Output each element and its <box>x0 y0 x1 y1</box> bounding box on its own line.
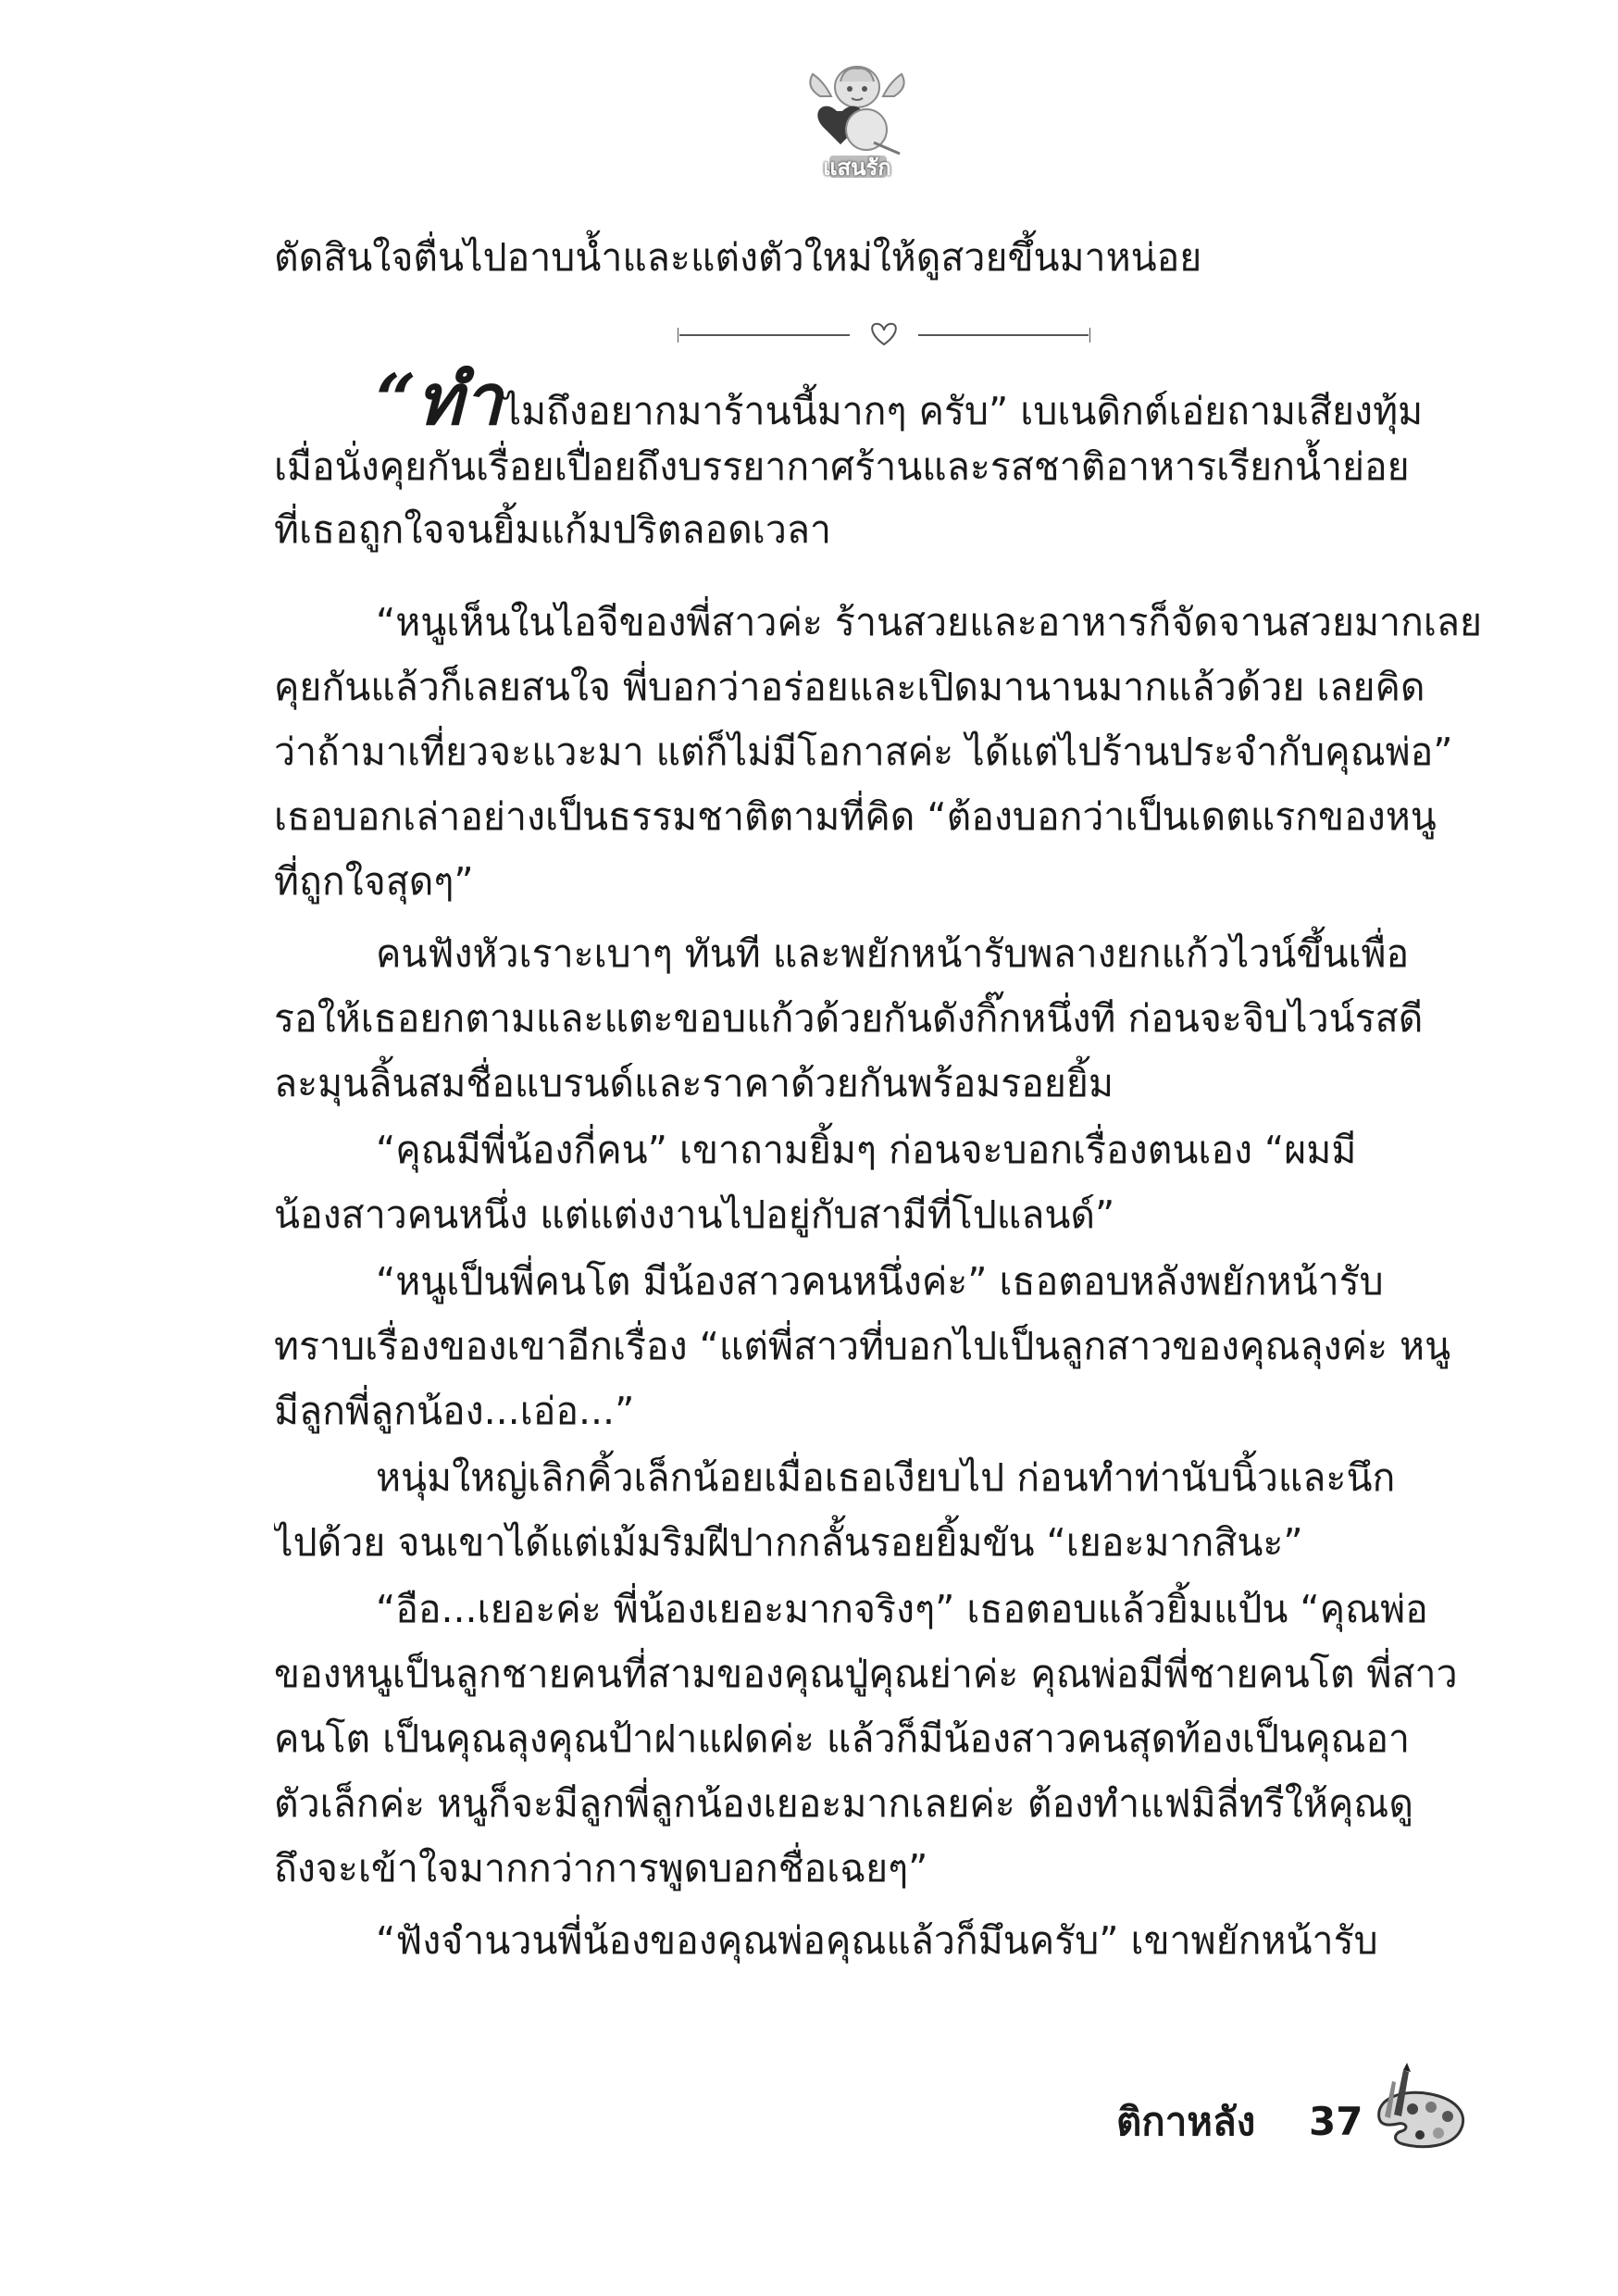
heart-divider-icon <box>678 317 1090 354</box>
text-line: ทราบเรื่องของเขาอีกเรื่อง “แต่พี่สาวที่บอกไปเป็นลูกสาวของคุณลุงค่ะ หนู <box>274 1324 1451 1368</box>
text-line: คนโต เป็นคุณลุงคุณป้าฝาแฝดค่ะ แล้วก็มีน้องสาวคนสุดท้องเป็นคุณอา <box>274 1716 1411 1761</box>
text-line: ตัวเล็กค่ะ หนูก็จะมีลูกพี่ลูกน้องเยอะมากเลยค่ะ ต้องทำแฟมิลี่ทรีให้คุณดู <box>274 1781 1413 1826</box>
text-line: เธอบอกเล่าอย่างเป็นธรรมชาติตามที่คิด “ต้องบอกว่าเป็นเดตแรกของหนู <box>274 794 1437 839</box>
text-line: “หนูเป็นพี่คนโต มีน้องสาวคนหนึ่งค่ะ” เธอตอบหลังพยักหน้ารับ <box>376 1259 1384 1304</box>
text-line: “หนูเห็นในไอจีของพี่สาวค่ะ ร้านสวยและอาหารก็จัดจานสวยมากเลย <box>376 600 1483 644</box>
text-line: ไปด้วย จนเขาได้แต่เม้มริมฝีปากกลั้นรอยยิ้มขัน “เยอะมากสินะ” <box>274 1520 1303 1565</box>
text-line-rest: ไมถึงอยากมาร้านนี้มากๆ ครับ” เบเนดิกต์เอ่ยถามเสียงทุ้ม <box>502 389 1424 433</box>
book-title: ติกาหลัง <box>1116 2099 1256 2144</box>
text-line: ถึงจะเข้าใจมากกว่าการพูดบอกชื่อเฉยๆ” <box>274 1846 928 1890</box>
text-line: ละมุนลิ้นสมชื่อแบรนด์และราคาด้วยกันพร้อมรอยยิ้ม <box>274 1061 1114 1105</box>
text-line: ว่าถ้ามาเที่ยวจะแวะมา แต่ก็ไม่มีโอกาสค่ะ ได้แต่ไปร้านประจำกับคุณพ่อ” <box>274 730 1453 774</box>
text-line: หนุ่มใหญ่เลิกคิ้วเล็กน้อยเมื่อเธอเงียบไป ก่อนทำท่านับนิ้วและนึก <box>376 1455 1396 1500</box>
text-line <box>274 358 1561 441</box>
text-line: รอให้เธอยกตามและแตะขอบแก้วด้วยกันดังกิ๊กหนึ่งที ก่อนจะจิบไวน์รสดี <box>274 996 1424 1041</box>
text-line: ของหนูเป็นลูกชายคนที่สามของคุณปู่คุณย่าค่ะ คุณพ่อมีพี่ชายคนโต พี่สาว <box>274 1652 1458 1696</box>
page-number: 37 <box>1309 2099 1363 2144</box>
text-line: “คุณมีพี่น้องกี่คน” เขาถามยิ้มๆ ก่อนจะบอกเรื่องตนเอง “ผมมี <box>376 1128 1357 1172</box>
drop-cap: “ทำ <box>376 358 503 441</box>
text-line: มีลูกพี่ลูกน้อง...เอ่อ...” <box>274 1389 635 1433</box>
text-line: คนฟังหัวเราะเบาๆ ทันที และพยักหน้ารับพลางยกแก้วไวน์ขึ้นเพื่อ <box>376 931 1410 976</box>
text-line: “อือ...เยอะค่ะ พี่น้องเยอะมากจริงๆ” เธอตอบแล้วยิ้มแป้น “คุณพ่อ <box>376 1587 1428 1631</box>
text-line: คุยกันแล้วก็เลยสนใจ พี่บอกว่าอร่อยและเปิดมานานมากแล้วด้วย เลยคิด <box>274 665 1425 709</box>
paint-palette-icon <box>1366 2061 1474 2153</box>
logo-text: แสนรัก <box>823 155 891 181</box>
text-line: ที่เธอถูกใจจนยิ้มแก้มปริตลอดเวลา <box>274 507 831 552</box>
text-line: “ฟังจำนวนพี่น้องของคุณพ่อคุณแล้วก็มึนครับ” เขาพยักหน้ารับ <box>376 1918 1378 1963</box>
text-line: ตัดสินใจตื่นไปอาบน้ำและแต่งตัวใหม่ให้ดูสวยขึ้นมาหน่อย <box>274 235 1202 280</box>
text-line: ที่ถูกใจสุดๆ” <box>274 859 474 904</box>
text-line: น้องสาวคนหนึ่ง แต่แต่งงานไปอยู่กับสามีที่โปแลนด์” <box>274 1192 1115 1237</box>
text-line: เมื่อนั่งคุยกันเรื่อยเปื่อยถึงบรรยากาศร้านและรสชาติอาหารเรียกน้ำย่อย <box>274 444 1410 489</box>
